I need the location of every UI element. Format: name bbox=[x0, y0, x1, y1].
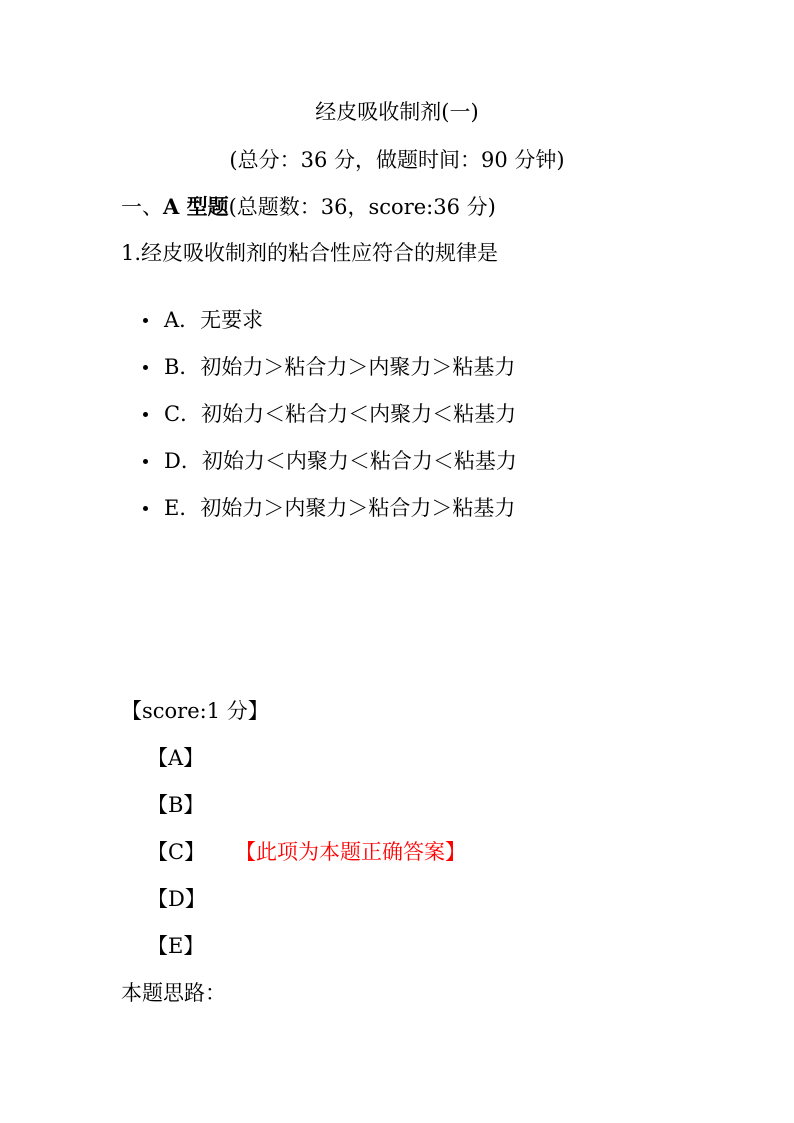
section-info: (总题数：36，score:36 分) bbox=[228, 195, 496, 219]
answer-list bbox=[147, 744, 466, 979]
document-subtitle: (总分：36 分，做题时间：90 分钟) bbox=[229, 148, 565, 172]
option-label: B．初始力＞粘合力＞内聚力＞粘基力 bbox=[164, 355, 516, 379]
answer-label: 【C】 bbox=[147, 840, 206, 864]
option-label: D．初始力＜内聚力＜粘合力＜粘基力 bbox=[164, 449, 517, 473]
score-label: 【score:1 分】 bbox=[121, 699, 269, 723]
option-item-c bbox=[143, 400, 517, 447]
answer-item-a bbox=[147, 744, 206, 791]
bullet-icon bbox=[143, 365, 148, 370]
bullet-icon bbox=[143, 412, 148, 417]
section-prefix: 一、 bbox=[121, 195, 163, 219]
option-item-e bbox=[143, 494, 517, 541]
bullet-icon bbox=[143, 318, 148, 323]
option-item-b bbox=[143, 353, 517, 400]
answer-label: 【E】 bbox=[147, 934, 205, 958]
document-title: 经皮吸收制剂(一) bbox=[315, 100, 479, 124]
option-label: C．初始力＜粘合力＜内聚力＜粘基力 bbox=[164, 402, 517, 426]
answer-label: 【D】 bbox=[147, 887, 206, 911]
answer-label: 【B】 bbox=[147, 793, 205, 817]
question-text: 1.经皮吸收制剂的粘合性应符合的规律是 bbox=[121, 241, 499, 265]
bullet-icon bbox=[143, 506, 148, 511]
answer-item-d bbox=[147, 885, 206, 932]
option-item-d bbox=[143, 447, 517, 494]
option-item-a bbox=[143, 306, 517, 353]
option-label: A．无要求 bbox=[164, 308, 264, 332]
option-label: E．初始力＞内聚力＞粘合力＞粘基力 bbox=[164, 496, 516, 520]
bullet-icon bbox=[143, 459, 148, 464]
answer-item-b bbox=[147, 791, 206, 838]
answer-label: 【A】 bbox=[147, 746, 205, 770]
answer-item-e bbox=[147, 932, 206, 979]
section-type-label: A 型题 bbox=[163, 194, 229, 219]
option-list bbox=[143, 306, 517, 541]
section-heading bbox=[121, 193, 496, 221]
correct-answer-marker: 【此项为本题正确答案】 bbox=[235, 840, 466, 864]
analysis-label: 本题思路： bbox=[121, 981, 226, 1005]
answer-item-c bbox=[147, 838, 466, 885]
